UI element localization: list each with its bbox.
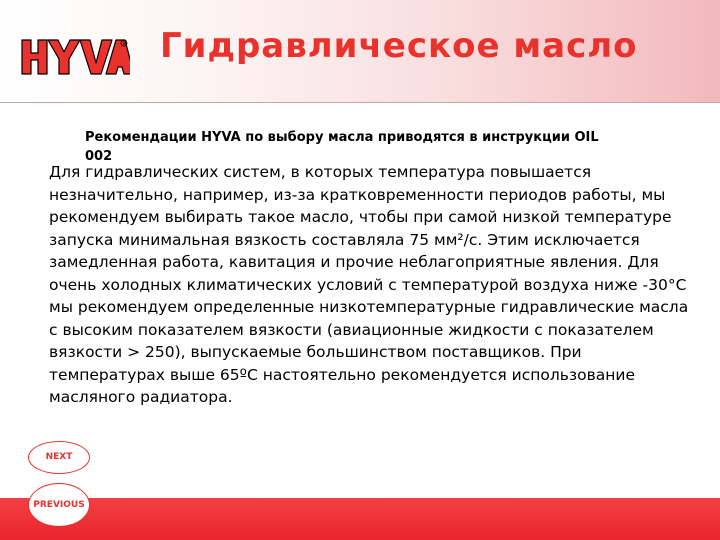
body-paragraph: Для гидравлических систем, в которых температура повышается незначительно, например, из-за кратковременности периодов работы, мы рекомендуем выбирать такое масло, чтобы при самой низкой температуре запуска минимальная вязкость составляла 75 мм²/с. Этим исключается замедленная работа, кавитация и прочие неблагоприятные явления. Для очень холодных климатических условий с температурой воздуха ниже -30°С мы рекомендуем определенные низкотемпературные гидравлические масла с высоким показателем вязкости (авиационные жидкости с показателем вязкости > 250), выпускаемые большинством поставщиков. При температурах выше 65ºС настоятельно рекомендуется использование масляного радиатора.	[49, 163, 689, 406]
recommendation-subtitle: Рекомендации HYVA по выбору масла приводятся в инструкции OIL 002	[85, 130, 599, 164]
svg-text:R: R	[122, 41, 126, 47]
page-title: Гидравлическое масло	[160, 26, 638, 66]
header-divider	[0, 102, 720, 103]
hyva-logo	[20, 37, 130, 77]
previous-button[interactable]: PREVIOUS	[28, 483, 90, 527]
next-button[interactable]: NEXT	[28, 441, 90, 474]
footer-band	[0, 498, 720, 540]
